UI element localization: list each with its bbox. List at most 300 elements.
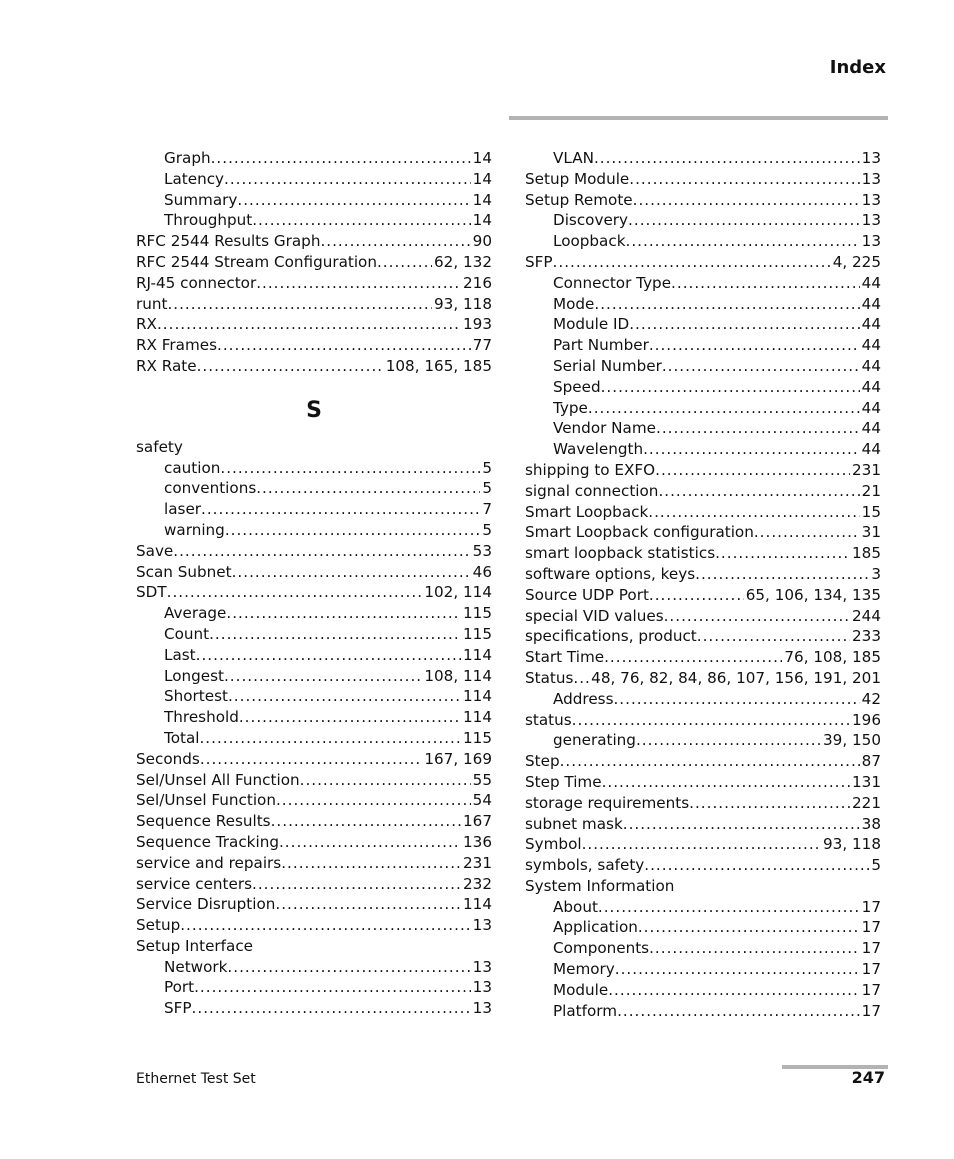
index-term: RX Rate	[136, 356, 197, 375]
dot-leader	[271, 811, 461, 832]
index-entry	[525, 772, 881, 793]
dot-leader	[643, 439, 860, 460]
index-entry	[525, 398, 881, 419]
index-entry	[525, 169, 881, 190]
index-entry	[525, 1001, 881, 1022]
dot-leader	[199, 728, 461, 749]
index-term: RX Frames	[136, 336, 218, 355]
dot-leader	[604, 647, 782, 668]
index-page-numbers: 108, 114	[424, 666, 492, 685]
index-entry	[525, 418, 881, 439]
dot-leader	[228, 686, 461, 707]
index-entry	[525, 273, 881, 294]
index-page-numbers: 14	[472, 211, 492, 230]
index-term: Wavelength	[553, 440, 644, 459]
index-page-numbers: 14	[472, 190, 492, 209]
index-term: Smart Loopback configuration	[525, 523, 754, 542]
index-term: shipping to EXFO	[525, 460, 656, 479]
index-page-numbers: 131	[852, 772, 881, 791]
index-page-numbers: 193	[463, 315, 492, 334]
index-term: Shortest	[164, 687, 228, 706]
index-entry	[136, 977, 492, 998]
index-term: About	[553, 897, 598, 916]
dot-leader	[320, 231, 470, 252]
dot-leader	[192, 998, 471, 1019]
index-page-numbers: 13	[472, 999, 492, 1018]
index-term: Module	[553, 980, 609, 999]
dot-leader	[196, 645, 461, 666]
index-term: Seconds	[136, 749, 200, 768]
index-entry	[525, 502, 881, 523]
index-page-numbers: 3	[871, 564, 881, 583]
index-entry	[525, 210, 881, 231]
index-page-numbers: 233	[852, 627, 881, 646]
index-entry	[525, 148, 881, 169]
index-entry	[136, 335, 492, 356]
index-term: Setup Remote	[525, 190, 633, 209]
index-term: Type	[553, 398, 588, 417]
index-entry	[136, 832, 492, 853]
index-term: Setup Interface	[136, 936, 254, 955]
index-entry	[525, 460, 881, 481]
index-term: Speed	[553, 377, 601, 396]
index-entry	[136, 728, 492, 749]
dot-leader	[217, 335, 471, 356]
dot-leader	[232, 562, 471, 583]
dot-leader	[695, 564, 869, 585]
index-entry	[525, 876, 881, 897]
dot-leader	[224, 666, 422, 687]
index-page-numbers: 13	[861, 149, 881, 167]
index-entry	[525, 668, 881, 689]
dot-leader	[628, 210, 860, 231]
index-entry	[525, 959, 881, 980]
index-term: Sel/Unsel Function	[136, 791, 276, 810]
dot-leader	[157, 314, 461, 335]
dot-leader	[594, 294, 859, 315]
dot-leader	[602, 772, 850, 793]
index-entry	[525, 855, 881, 876]
dot-leader	[225, 520, 481, 541]
dot-leader	[633, 190, 860, 211]
index-page-numbers: 14	[472, 149, 492, 167]
index-column-left	[136, 148, 492, 1019]
index-term: Smart Loopback	[525, 502, 649, 521]
index-term: SDT	[136, 583, 167, 602]
dot-leader	[598, 897, 860, 918]
index-page-numbers: 17	[861, 939, 881, 958]
index-term: Sel/Unsel All Function	[136, 770, 300, 789]
index-term: Start Time	[525, 648, 605, 667]
index-entry	[136, 169, 492, 190]
index-term: SFP	[164, 999, 192, 1018]
index-page-numbers: 115	[463, 728, 492, 747]
dot-leader	[281, 853, 461, 874]
index-term: Application	[553, 918, 638, 937]
index-page-numbers: 44	[861, 336, 881, 355]
index-page-numbers: 44	[861, 377, 881, 396]
index-term: Save	[136, 541, 174, 560]
index-page-numbers: 114	[463, 708, 492, 727]
dot-leader	[167, 582, 423, 603]
index-entry	[525, 689, 881, 710]
dot-leader	[200, 749, 423, 770]
index-entry	[136, 894, 492, 915]
index-term: caution	[164, 458, 221, 477]
index-entry	[136, 541, 492, 562]
index-page-numbers: 87	[861, 752, 881, 771]
index-term: Symbol	[525, 835, 582, 854]
index-entry	[136, 811, 492, 832]
index-page-numbers: 114	[463, 687, 492, 706]
index-entry	[136, 707, 492, 728]
index-page-numbers: 31	[861, 523, 881, 542]
dot-leader	[276, 790, 471, 811]
index-term: Module ID	[553, 315, 630, 334]
index-term: SFP	[525, 252, 553, 271]
dot-leader	[227, 957, 470, 978]
dot-leader	[377, 252, 432, 273]
page-header-title: Index	[829, 57, 886, 78]
index-page-numbers: 38	[861, 814, 881, 833]
index-term: specifications, product	[525, 627, 697, 646]
dot-leader	[649, 938, 860, 959]
index-page-numbers: 48, 76, 82, 84, 86, 107, 156, 191, 201	[591, 668, 881, 687]
index-page-numbers: 216	[463, 273, 492, 292]
dot-leader	[275, 894, 461, 915]
index-term: service and repairs	[136, 853, 282, 872]
index-page-numbers: 21	[861, 481, 881, 500]
dot-leader	[629, 314, 859, 335]
index-term: signal connection	[525, 481, 659, 500]
index-term: Memory	[553, 960, 615, 979]
dot-leader	[560, 751, 860, 772]
index-page-numbers: 17	[861, 897, 881, 916]
dot-leader	[211, 148, 471, 169]
dot-leader	[754, 522, 860, 543]
index-page-numbers: 5	[482, 520, 492, 539]
dot-leader	[636, 730, 821, 751]
dot-leader	[256, 273, 461, 294]
dot-leader	[715, 543, 850, 564]
index-page-numbers: 44	[861, 356, 881, 375]
index-entry	[525, 647, 881, 668]
index-term: Port	[164, 978, 195, 997]
dot-leader	[638, 917, 860, 938]
index-entry	[525, 252, 881, 273]
index-entry	[136, 603, 492, 624]
index-term: Vendor Name	[553, 419, 656, 438]
index-term: safety	[136, 437, 183, 456]
dot-leader	[237, 190, 470, 211]
dot-leader	[664, 606, 850, 627]
dot-leader	[256, 478, 480, 499]
dot-leader	[573, 668, 589, 689]
index-page-numbers: 39, 150	[823, 731, 881, 750]
dot-leader	[656, 418, 860, 439]
index-term: smart loopback statistics	[525, 544, 716, 563]
index-term: special VID values	[525, 606, 664, 625]
index-page-numbers: 185	[852, 544, 881, 563]
dot-leader	[623, 814, 860, 835]
index-term: System Information	[525, 876, 675, 895]
index-page-numbers: 13	[861, 169, 881, 188]
index-entry	[525, 294, 881, 315]
index-term: Sequence Results	[136, 812, 271, 831]
dot-leader	[626, 231, 860, 252]
index-entry	[525, 834, 881, 855]
index-term: Last	[164, 645, 196, 664]
index-page-numbers: 93, 118	[823, 835, 881, 854]
dot-leader	[615, 959, 860, 980]
index-entry	[525, 730, 881, 751]
index-entry	[136, 190, 492, 211]
index-term: Connector Type	[553, 273, 672, 292]
dot-leader	[224, 169, 471, 190]
index-term: Mode	[553, 294, 595, 313]
index-term: storage requirements	[525, 793, 690, 812]
index-page-numbers: 44	[861, 294, 881, 313]
index-term: warning	[164, 520, 225, 539]
index-page-numbers: 244	[852, 606, 881, 625]
dot-leader	[252, 874, 461, 895]
dot-leader	[173, 541, 470, 562]
index-page-numbers: 17	[861, 1001, 881, 1020]
index-page-numbers: 231	[852, 460, 881, 479]
index-page-numbers: 5	[871, 856, 881, 875]
dot-leader	[167, 294, 432, 315]
index-term: Throughput	[164, 211, 253, 230]
index-page-numbers: 13	[861, 211, 881, 230]
index-entry	[136, 936, 492, 957]
index-term: Threshold	[164, 708, 239, 727]
index-entry	[525, 356, 881, 377]
index-entry	[525, 793, 881, 814]
index-page-numbers: 46	[472, 562, 492, 581]
dot-leader	[617, 1001, 860, 1022]
index-page-numbers: 221	[852, 793, 881, 812]
index-page-numbers: 4, 225	[832, 252, 881, 271]
index-list-right	[525, 148, 881, 1021]
index-term: Platform	[553, 1001, 618, 1020]
index-term: Network	[164, 957, 228, 976]
index-term: Scan Subnet	[136, 562, 232, 581]
index-entry	[136, 294, 492, 315]
index-entry	[525, 710, 881, 731]
index-term: Graph	[164, 149, 211, 167]
index-entry	[136, 499, 492, 520]
dot-leader	[252, 210, 470, 231]
index-page-numbers: 14	[472, 169, 492, 188]
index-entry	[525, 751, 881, 772]
section-letter: S	[306, 397, 322, 423]
index-page-numbers: 13	[861, 232, 881, 251]
index-entry	[136, 770, 492, 791]
index-entry	[525, 335, 881, 356]
index-page-numbers: 93, 118	[434, 294, 492, 313]
dot-leader	[209, 624, 461, 645]
dot-leader	[180, 915, 470, 936]
index-entry	[136, 273, 492, 294]
index-entry	[136, 624, 492, 645]
index-page-numbers: 115	[463, 604, 492, 623]
dot-leader	[588, 398, 860, 419]
index-entry	[136, 957, 492, 978]
dot-leader	[662, 356, 860, 377]
index-page-numbers: 90	[472, 232, 492, 251]
index-entry	[136, 231, 492, 252]
index-page-numbers: 108, 165, 185	[385, 356, 492, 375]
index-list-after-section	[136, 437, 492, 1019]
index-page-numbers: 15	[861, 502, 881, 521]
index-term: Average	[164, 604, 227, 623]
dot-leader	[220, 458, 480, 479]
index-entry	[136, 915, 492, 936]
index-term: Step	[525, 752, 560, 771]
index-term: Status	[525, 668, 574, 687]
index-page-numbers: 42	[861, 689, 881, 708]
dot-leader	[197, 356, 384, 377]
index-page-numbers: 13	[472, 957, 492, 976]
index-term: runt	[136, 294, 168, 313]
index-term: RX	[136, 315, 157, 334]
dot-leader	[629, 169, 859, 190]
index-page-numbers: 17	[861, 980, 881, 999]
index-entry	[136, 314, 492, 335]
index-term: Serial Number	[553, 356, 662, 375]
index-page-numbers: 44	[861, 440, 881, 459]
index-entry	[136, 749, 492, 770]
index-page-numbers: 44	[861, 273, 881, 292]
index-entry	[525, 543, 881, 564]
index-entry	[525, 606, 881, 627]
index-term: Discovery	[553, 211, 629, 230]
index-page-numbers: 5	[482, 458, 492, 477]
index-page-numbers: 54	[472, 791, 492, 810]
footer-page-number: 247	[851, 1068, 885, 1087]
index-page-numbers: 231	[463, 853, 492, 872]
index-term: conventions	[164, 479, 257, 498]
index-entry	[136, 478, 492, 499]
index-page-numbers: 136	[463, 832, 492, 851]
index-term: subnet mask	[525, 814, 623, 833]
dot-leader	[655, 460, 850, 481]
index-entry	[136, 520, 492, 541]
dot-leader	[201, 499, 480, 520]
dot-leader	[671, 273, 860, 294]
index-page-numbers: 167	[463, 812, 492, 831]
index-entry	[136, 437, 492, 458]
index-term: service centers	[136, 874, 253, 893]
index-entry	[136, 210, 492, 231]
index-page-numbers: 53	[472, 541, 492, 560]
index-page-numbers: 13	[861, 190, 881, 209]
index-entry	[525, 897, 881, 918]
dot-leader	[613, 689, 859, 710]
index-entry	[525, 585, 881, 606]
index-page-numbers: 167, 169	[424, 749, 492, 768]
index-entry	[136, 645, 492, 666]
index-entry	[525, 917, 881, 938]
index-term: Components	[553, 939, 650, 958]
index-page-numbers: 13	[472, 978, 492, 997]
index-page-numbers: 13	[472, 916, 492, 935]
index-term: Step Time	[525, 772, 602, 791]
dot-leader	[608, 980, 859, 1001]
index-entry	[136, 790, 492, 811]
index-entry	[525, 231, 881, 252]
dot-leader	[644, 855, 869, 876]
index-entry	[525, 439, 881, 460]
index-page-numbers: 114	[463, 645, 492, 664]
index-term: Count	[164, 624, 210, 643]
index-term: generating	[553, 731, 636, 750]
index-term: Service Disruption	[136, 895, 276, 914]
index-entry	[136, 356, 492, 377]
index-entry	[136, 582, 492, 603]
index-term: status	[525, 710, 572, 729]
dot-leader	[658, 481, 859, 502]
index-term: RJ-45 connector	[136, 273, 257, 292]
dot-leader	[697, 626, 850, 647]
index-term: software options, keys	[525, 564, 696, 583]
index-term: Sequence Tracking	[136, 832, 279, 851]
index-entry	[136, 562, 492, 583]
index-term: Loopback	[553, 232, 626, 251]
index-term: Source UDP Port	[525, 585, 649, 604]
index-page-numbers: 232	[463, 874, 492, 893]
dot-leader	[572, 710, 850, 731]
index-entry	[136, 148, 492, 169]
index-term: Total	[164, 728, 200, 747]
index-page-numbers: 44	[861, 398, 881, 417]
dot-leader	[649, 335, 860, 356]
header-rule	[509, 116, 888, 120]
index-term: Setup Module	[525, 169, 630, 188]
index-term: laser	[164, 500, 202, 519]
dot-leader	[194, 977, 471, 998]
dot-leader	[226, 603, 461, 624]
index-term: Latency	[164, 169, 225, 188]
dot-leader	[648, 502, 859, 523]
index-term: Summary	[164, 190, 238, 209]
index-entry	[525, 377, 881, 398]
index-page-numbers: 44	[861, 419, 881, 438]
index-term: VLAN	[553, 149, 594, 167]
dot-leader	[239, 707, 461, 728]
dot-leader	[601, 377, 860, 398]
index-page-numbers: 62, 132	[434, 252, 492, 271]
dot-leader	[649, 585, 744, 606]
dot-leader	[582, 834, 821, 855]
index-entry	[136, 998, 492, 1019]
index-page-numbers: 17	[861, 918, 881, 937]
index-page-numbers: 65, 106, 134, 135	[745, 585, 881, 604]
index-page-numbers: 115	[463, 624, 492, 643]
index-entry	[525, 314, 881, 335]
index-list-before-section	[136, 148, 492, 377]
index-entry	[136, 458, 492, 479]
index-page-numbers: 44	[861, 315, 881, 334]
index-page-numbers: 196	[852, 710, 881, 729]
index-page-numbers: 55	[472, 770, 492, 789]
index-entry	[525, 522, 881, 543]
index-page-numbers: 5	[482, 479, 492, 498]
index-term: Longest	[164, 666, 224, 685]
footer-document-title: Ethernet Test Set	[136, 1071, 256, 1087]
index-term: RFC 2544 Stream Configuration	[136, 252, 377, 271]
index-term: Address	[553, 689, 614, 708]
